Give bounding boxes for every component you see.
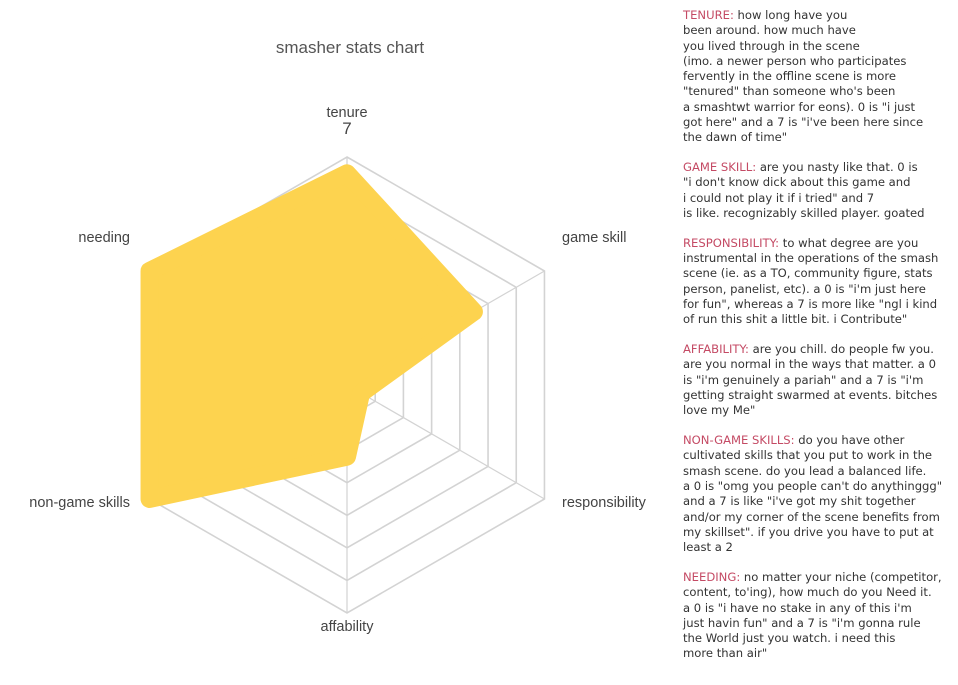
stat-note-body: how long have you been around. how much have you lived through in the scene (imo. a newer person who participates fervently in the offline scene is more "tenured" than someone who's been a smashtwt warrior for eons). 0 is "i just got here" and a 7 is "i've been here since the dawn of time" (683, 8, 924, 145)
stat-note-heading: AFFABILITY: (683, 342, 749, 357)
stat-note-heading: RESPONSIBILITY: (683, 235, 780, 250)
stat-note (683, 8, 955, 146)
axis-label-responsibility: responsibility (562, 495, 646, 511)
stat-note (683, 236, 955, 328)
stat-note (683, 342, 955, 418)
axis-label-non-game-skills: non-game skills (29, 495, 130, 511)
stat-note-heading: NEEDING: (683, 570, 741, 584)
stat-definitions (683, 8, 955, 676)
stat-note-body: are you nasty like that. 0 is "i don't know dick about this game and i could not play it if i tried" and 7 is like. recognizably skilled player. goated (683, 160, 925, 221)
radar-series (150, 173, 474, 499)
stat-note-body: no matter your niche (competitor, content, to'ing), how much do you Need it. a 0 is "i have no stake in any of this i'm just havin fun" and a 7 is "i'm gonna rule the World just you watch. i need this more than air" (683, 570, 942, 661)
series-area (150, 173, 474, 499)
stat-note-body: to what degree are you instrumental in the operations of the smash scene (ie. as a TO, community figure, stats person, panelist, etc). a 0 is "i'm just here for fun", whereas a 7 is more like "ngl i kind of run this shit a little bit. i Contribute" (683, 235, 939, 327)
stat-note (683, 160, 955, 221)
axis-label-affability: affability (320, 619, 374, 635)
chart-title: smasher stats chart (275, 38, 425, 57)
tick-label: 7 (342, 119, 352, 138)
stat-note-heading: GAME SKILL: (683, 160, 757, 175)
stat-note-heading: TENURE: (683, 8, 734, 22)
stat-note-heading: NON-GAME SKILLS: (683, 433, 795, 448)
stat-note (683, 570, 955, 662)
stat-note-body: are you chill. do people fw you. are you normal in the ways that matter. a 0 is "i'm genuinely a pariah" and a 7 is "i'm getting straight swarmed at events. bitches love my Me" (683, 342, 938, 418)
stat-note-body: do you have other cultivated skills that you put to work in the smash scene. do you lead a balanced life. a 0 is "omg you people can't do anythinggg" and a 7 is like "i've got my shit together and/or my corner of the scene benefits from my skillset". if you drive you have to put at least a 2 (683, 433, 943, 555)
grid-spoke (347, 385, 544, 499)
axis-label-tenure: tenure (326, 105, 368, 121)
stat-note (683, 433, 955, 555)
axis-label-needing: needing (78, 230, 130, 246)
axis-label-game-skill: game skill (562, 230, 627, 246)
